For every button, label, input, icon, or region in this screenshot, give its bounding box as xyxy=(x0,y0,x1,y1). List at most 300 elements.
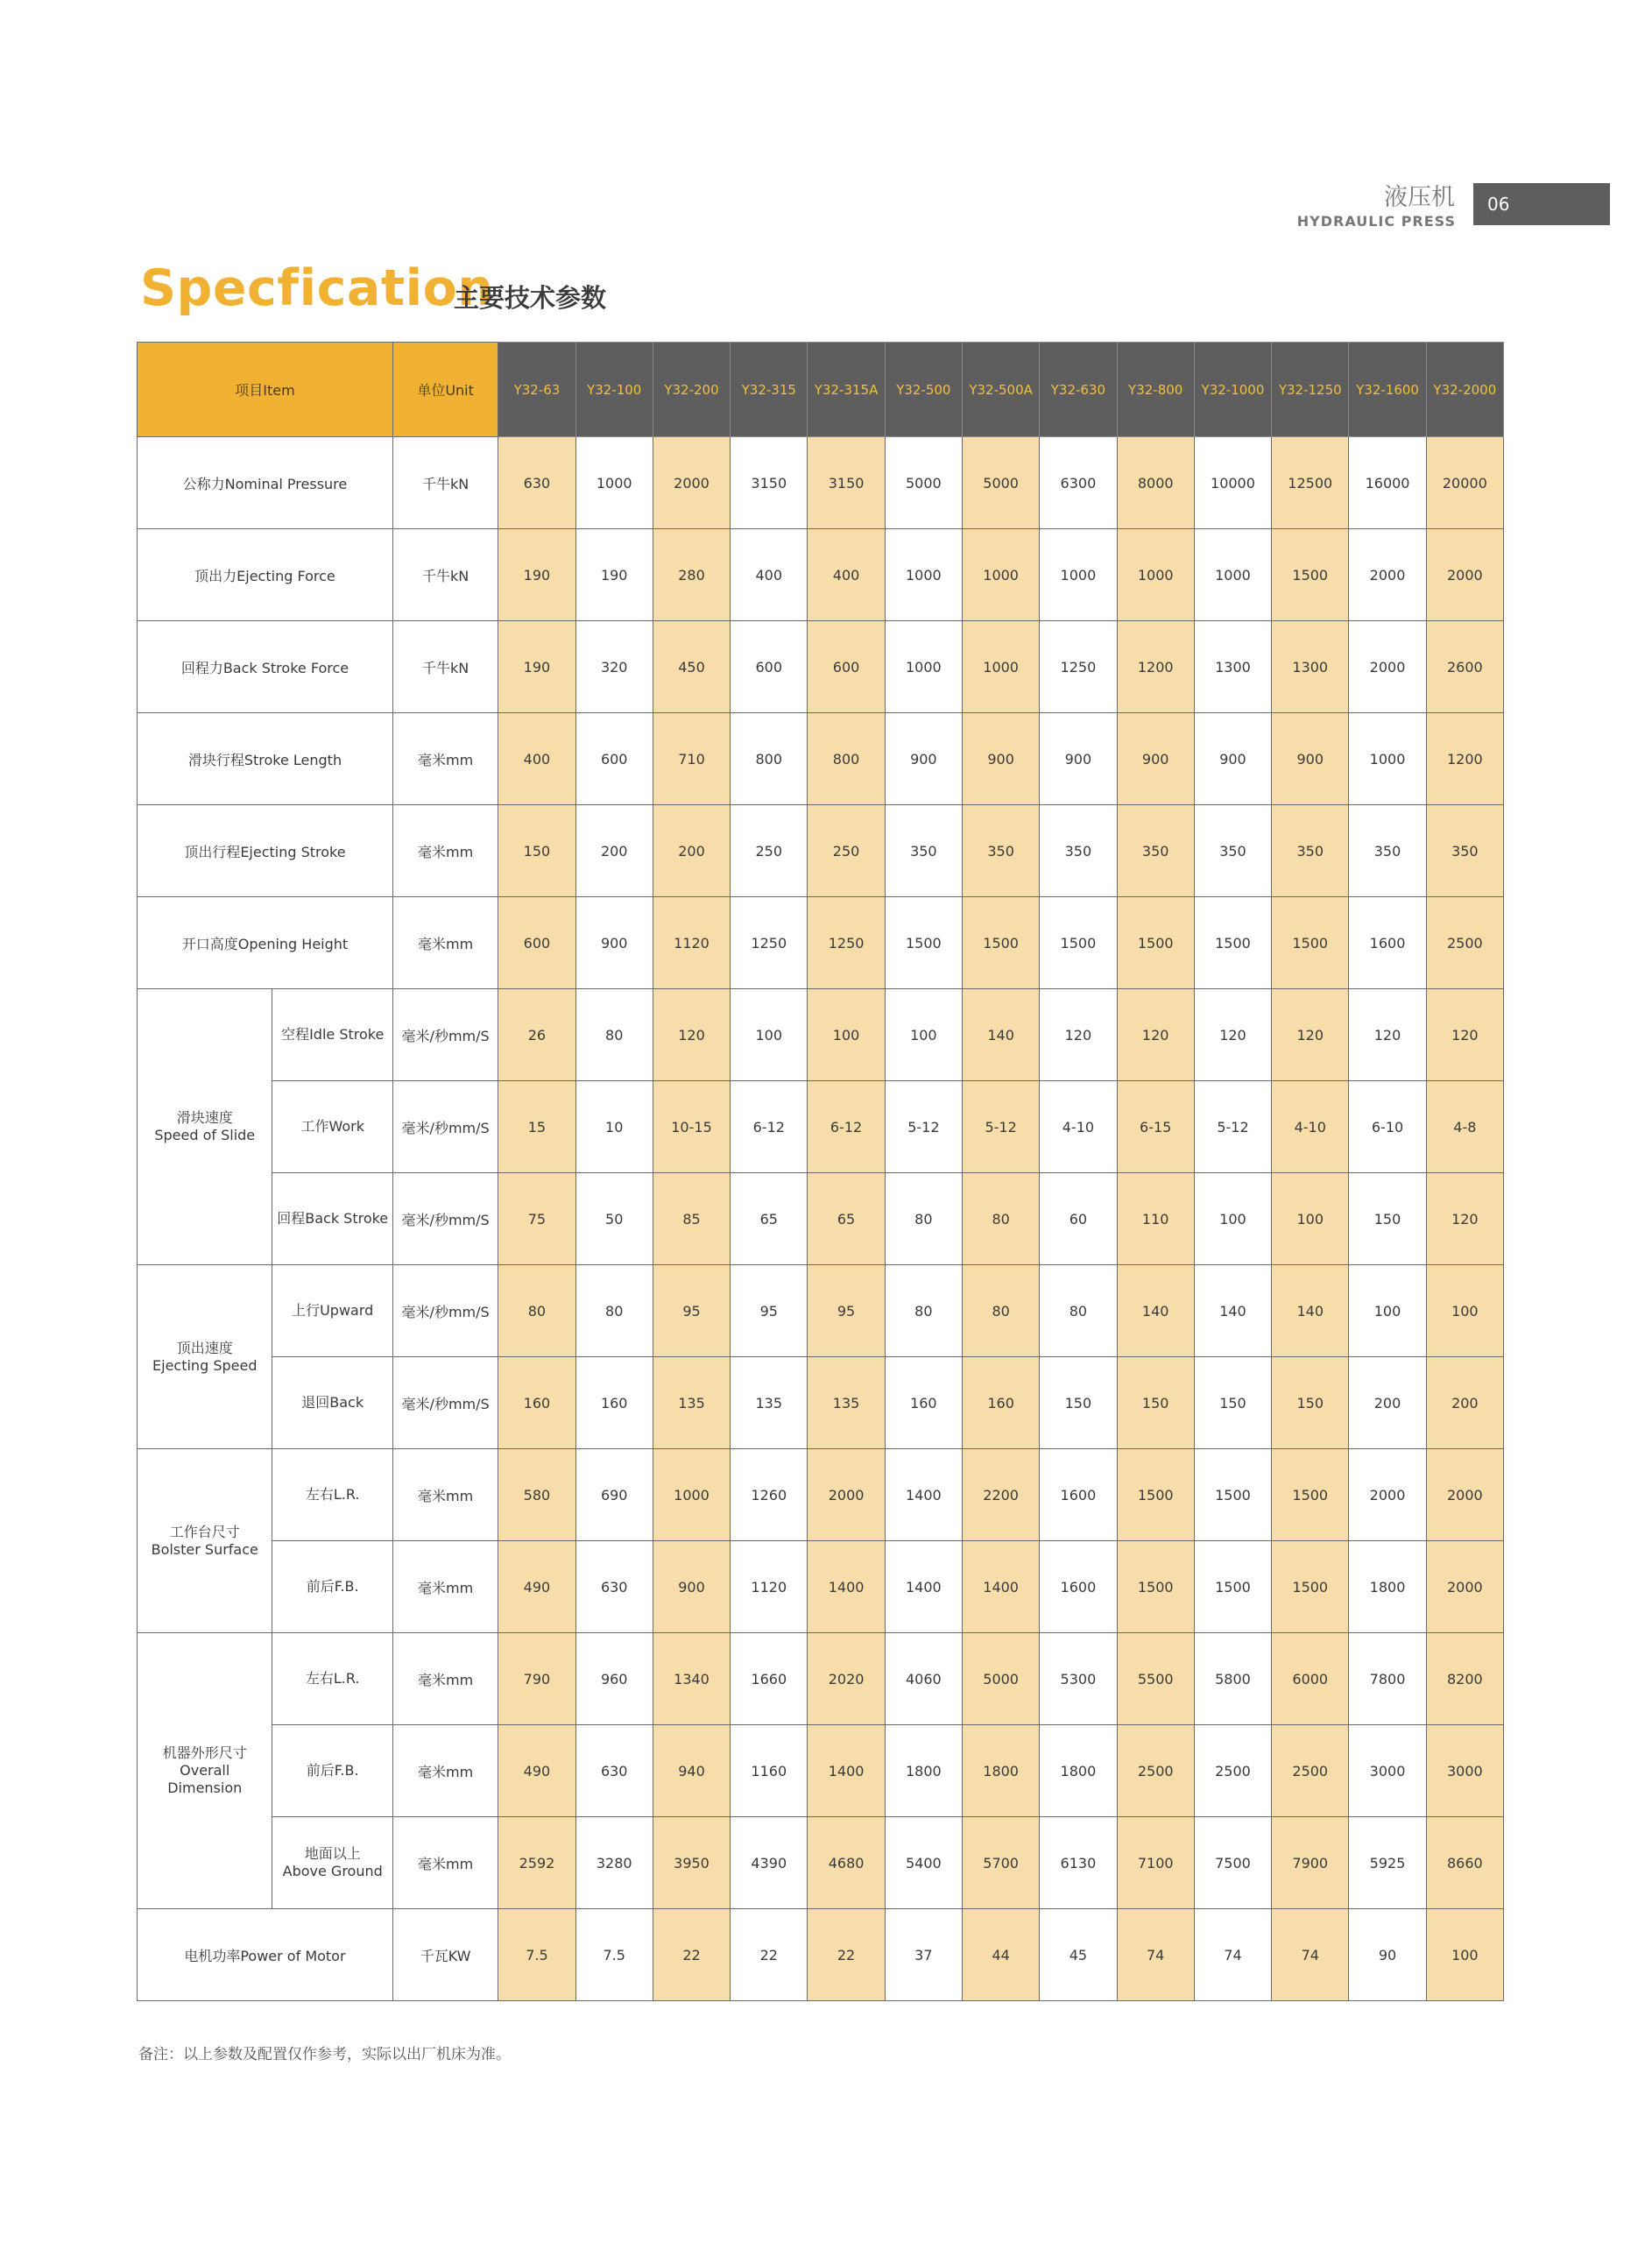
table-cell: 1500 xyxy=(1117,897,1194,989)
table-cell: 200 xyxy=(1349,1357,1426,1449)
row-sub-label: 前后F.B. xyxy=(272,1541,392,1633)
table-row xyxy=(138,1909,1504,2001)
table-cell: 1500 xyxy=(1272,529,1349,621)
table-cell: 1000 xyxy=(1117,529,1194,621)
table-cell: 100 xyxy=(731,989,808,1081)
table-cell: 135 xyxy=(653,1357,730,1449)
table-cell: 90 xyxy=(1349,1909,1426,2001)
row-sub-label: 上行Upward xyxy=(272,1265,392,1357)
table-cell: 80 xyxy=(575,989,653,1081)
table-cell: 160 xyxy=(962,1357,1039,1449)
table-cell: 1120 xyxy=(731,1541,808,1633)
table-cell: 80 xyxy=(962,1265,1039,1357)
row-group-label-en: Ejecting Speed xyxy=(152,1356,258,1374)
table-cell: 7100 xyxy=(1117,1817,1194,1909)
row-item-label: 开口高度Opening Height xyxy=(138,897,393,989)
table-cell: 120 xyxy=(1349,989,1426,1081)
table-cell: 1300 xyxy=(1272,621,1349,713)
table-cell: 2000 xyxy=(1426,529,1503,621)
table-cell: 1600 xyxy=(1349,897,1426,989)
table-cell: 2000 xyxy=(653,437,730,529)
row-unit: 千瓦KW xyxy=(392,1909,498,2001)
table-cell: 5500 xyxy=(1117,1633,1194,1725)
table-cell: 65 xyxy=(808,1173,885,1265)
table-cell: 490 xyxy=(498,1541,575,1633)
table-cell: 900 xyxy=(1194,713,1271,805)
table-cell: 10 xyxy=(575,1081,653,1173)
table-cell: 490 xyxy=(498,1725,575,1817)
table-cell: 280 xyxy=(653,529,730,621)
table-cell: 150 xyxy=(1040,1357,1117,1449)
row-sub-label: 回程Back Stroke xyxy=(272,1173,392,1265)
column-header-model: Y32-63 xyxy=(498,343,575,437)
table-cell: 900 xyxy=(885,713,962,805)
column-header-model: Y32-500A xyxy=(962,343,1039,437)
row-unit: 毫米mm xyxy=(392,1817,498,1909)
table-cell: 790 xyxy=(498,1633,575,1725)
table-cell: 5000 xyxy=(885,437,962,529)
table-cell: 1000 xyxy=(653,1449,730,1541)
page-number: 06 xyxy=(1473,183,1610,225)
table-cell: 190 xyxy=(498,529,575,621)
table-cell: 710 xyxy=(653,713,730,805)
table-cell: 100 xyxy=(1194,1173,1271,1265)
table-cell: 160 xyxy=(575,1357,653,1449)
row-sub-label-cn: 地面以上 xyxy=(304,1845,361,1862)
table-cell: 135 xyxy=(731,1357,808,1449)
table-cell: 1400 xyxy=(962,1541,1039,1633)
table-cell: 2000 xyxy=(1426,1541,1503,1633)
row-unit: 千牛kN xyxy=(392,437,498,529)
table-cell: 80 xyxy=(885,1265,962,1357)
table-cell: 120 xyxy=(1040,989,1117,1081)
column-header-model: Y32-200 xyxy=(653,343,730,437)
table-cell: 6-15 xyxy=(1117,1081,1194,1173)
table-cell: 6130 xyxy=(1040,1817,1117,1909)
table-cell: 85 xyxy=(653,1173,730,1265)
table-cell: 1120 xyxy=(653,897,730,989)
table-cell: 95 xyxy=(808,1265,885,1357)
row-group-label-cn: 滑块速度 xyxy=(176,1109,233,1126)
table-cell: 1260 xyxy=(731,1449,808,1541)
column-header-model: Y32-2000 xyxy=(1426,343,1503,437)
table-cell: 800 xyxy=(731,713,808,805)
table-cell: 22 xyxy=(731,1909,808,2001)
column-header-model: Y32-800 xyxy=(1117,343,1194,437)
table-cell: 150 xyxy=(1349,1173,1426,1265)
table-cell: 6-10 xyxy=(1349,1081,1426,1173)
table-row xyxy=(138,1357,1504,1449)
column-header-model: Y32-630 xyxy=(1040,343,1117,437)
table-row xyxy=(138,1541,1504,1633)
table-cell: 350 xyxy=(1272,805,1349,897)
row-unit: 毫米mm xyxy=(392,897,498,989)
table-cell: 1800 xyxy=(962,1725,1039,1817)
table-row xyxy=(138,437,1504,529)
table-row xyxy=(138,1265,1504,1357)
table-cell: 100 xyxy=(1426,1909,1503,2001)
column-header-item: 项目Item xyxy=(138,343,393,437)
row-unit: 毫米/秒mm/S xyxy=(392,1265,498,1357)
table-cell: 1200 xyxy=(1426,713,1503,805)
table-cell: 350 xyxy=(1426,805,1503,897)
table-cell: 400 xyxy=(808,529,885,621)
table-cell: 5000 xyxy=(962,437,1039,529)
table-cell: 3150 xyxy=(808,437,885,529)
table-cell: 900 xyxy=(575,897,653,989)
row-group-label xyxy=(138,1265,272,1449)
table-cell: 100 xyxy=(885,989,962,1081)
table-cell: 600 xyxy=(498,897,575,989)
row-unit: 毫米mm xyxy=(392,1633,498,1725)
table-cell: 95 xyxy=(653,1265,730,1357)
table-cell: 190 xyxy=(575,529,653,621)
table-cell: 2000 xyxy=(1349,1449,1426,1541)
table-cell: 75 xyxy=(498,1173,575,1265)
row-item-label: 顶出行程Ejecting Stroke xyxy=(138,805,393,897)
table-cell: 5000 xyxy=(962,1633,1039,1725)
table-cell: 7.5 xyxy=(498,1909,575,2001)
table-row xyxy=(138,1817,1504,1909)
row-sub-label: 左右L.R. xyxy=(272,1633,392,1725)
table-cell: 6300 xyxy=(1040,437,1117,529)
table-cell: 1600 xyxy=(1040,1449,1117,1541)
table-cell: 80 xyxy=(575,1265,653,1357)
row-unit: 毫米mm xyxy=(392,1541,498,1633)
table-cell: 900 xyxy=(1040,713,1117,805)
table-cell: 2020 xyxy=(808,1633,885,1725)
table-cell: 1500 xyxy=(1272,1449,1349,1541)
table-cell: 140 xyxy=(1272,1265,1349,1357)
table-cell: 120 xyxy=(653,989,730,1081)
table-cell: 100 xyxy=(1426,1265,1503,1357)
table-cell: 74 xyxy=(1117,1909,1194,2001)
row-sub-label: 前后F.B. xyxy=(272,1725,392,1817)
table-cell: 940 xyxy=(653,1725,730,1817)
table-cell: 4-10 xyxy=(1040,1081,1117,1173)
table-cell: 120 xyxy=(1426,989,1503,1081)
table-cell: 15 xyxy=(498,1081,575,1173)
table-cell: 7800 xyxy=(1349,1633,1426,1725)
table-cell: 12500 xyxy=(1272,437,1349,529)
table-cell: 200 xyxy=(575,805,653,897)
table-cell: 1500 xyxy=(1040,897,1117,989)
table-row xyxy=(138,621,1504,713)
table-cell: 6-12 xyxy=(808,1081,885,1173)
row-sub-label: 空程Idle Stroke xyxy=(272,989,392,1081)
column-header-model: Y32-315 xyxy=(731,343,808,437)
row-group-label-en: Bolster Surface xyxy=(151,1540,258,1558)
row-item-label: 顶出力Ejecting Force xyxy=(138,529,393,621)
table-cell: 5-12 xyxy=(962,1081,1039,1173)
table-cell: 1500 xyxy=(885,897,962,989)
row-unit: 毫米/秒mm/S xyxy=(392,1357,498,1449)
table-cell: 26 xyxy=(498,989,575,1081)
table-cell: 960 xyxy=(575,1633,653,1725)
table-header-row xyxy=(138,343,1504,437)
table-cell: 1500 xyxy=(1272,1541,1349,1633)
footnote: 备注：以上参数及配置仅作参考，实际以出厂机床为准。 xyxy=(138,2046,511,2063)
table-cell: 120 xyxy=(1194,989,1271,1081)
row-group-label-cn: 顶出速度 xyxy=(176,1339,233,1356)
row-sub-label: 退回Back xyxy=(272,1357,392,1449)
table-cell: 4390 xyxy=(731,1817,808,1909)
table-cell: 1600 xyxy=(1040,1541,1117,1633)
table-cell: 1400 xyxy=(808,1725,885,1817)
table-cell: 800 xyxy=(808,713,885,805)
table-row xyxy=(138,989,1504,1081)
table-cell: 160 xyxy=(885,1357,962,1449)
column-header-model: Y32-1000 xyxy=(1194,343,1271,437)
table-cell: 3000 xyxy=(1426,1725,1503,1817)
column-header-model: Y32-1600 xyxy=(1349,343,1426,437)
table-cell: 4-8 xyxy=(1426,1081,1503,1173)
row-unit: 毫米mm xyxy=(392,1449,498,1541)
row-unit: 毫米/秒mm/S xyxy=(392,989,498,1081)
row-sub-label xyxy=(272,1817,392,1909)
table-cell: 1660 xyxy=(731,1633,808,1725)
table-cell: 110 xyxy=(1117,1173,1194,1265)
table-cell: 1200 xyxy=(1117,621,1194,713)
row-unit: 毫米mm xyxy=(392,1725,498,1817)
table-row xyxy=(138,1081,1504,1173)
table-cell: 5-12 xyxy=(885,1081,962,1173)
table-cell: 1000 xyxy=(962,621,1039,713)
row-item-label: 公称力Nominal Pressure xyxy=(138,437,393,529)
table-cell: 630 xyxy=(575,1725,653,1817)
table-cell: 200 xyxy=(653,805,730,897)
table-cell: 1000 xyxy=(1194,529,1271,621)
table-cell: 1000 xyxy=(1349,713,1426,805)
page-title: Specfication xyxy=(140,259,494,317)
table-cell: 7500 xyxy=(1194,1817,1271,1909)
table-cell: 250 xyxy=(808,805,885,897)
table-cell: 350 xyxy=(962,805,1039,897)
table-cell: 1160 xyxy=(731,1725,808,1817)
table-cell: 400 xyxy=(731,529,808,621)
table-cell: 140 xyxy=(1117,1265,1194,1357)
table-cell: 5925 xyxy=(1349,1817,1426,1909)
table-cell: 1400 xyxy=(885,1449,962,1541)
table-row xyxy=(138,897,1504,989)
table-cell: 4680 xyxy=(808,1817,885,1909)
table-cell: 350 xyxy=(1040,805,1117,897)
table-cell: 1300 xyxy=(1194,621,1271,713)
table-cell: 80 xyxy=(498,1265,575,1357)
table-cell: 1500 xyxy=(1117,1541,1194,1633)
table-cell: 10-15 xyxy=(653,1081,730,1173)
table-cell: 6000 xyxy=(1272,1633,1349,1725)
table-cell: 4-10 xyxy=(1272,1081,1349,1173)
table-cell: 1000 xyxy=(1040,529,1117,621)
row-sub-label-en: Above Ground xyxy=(282,1863,383,1879)
table-cell: 3950 xyxy=(653,1817,730,1909)
table-cell: 1000 xyxy=(885,621,962,713)
table-cell: 80 xyxy=(885,1173,962,1265)
table-cell: 2000 xyxy=(808,1449,885,1541)
table-cell: 65 xyxy=(731,1173,808,1265)
table-cell: 5800 xyxy=(1194,1633,1271,1725)
table-cell: 900 xyxy=(962,713,1039,805)
table-cell: 1250 xyxy=(1040,621,1117,713)
table-cell: 80 xyxy=(1040,1265,1117,1357)
table-cell: 8660 xyxy=(1426,1817,1503,1909)
row-group-label xyxy=(138,989,272,1265)
table-cell: 1000 xyxy=(575,437,653,529)
row-group-label xyxy=(138,1633,272,1909)
table-cell: 600 xyxy=(808,621,885,713)
row-unit: 千牛kN xyxy=(392,529,498,621)
column-header-model: Y32-100 xyxy=(575,343,653,437)
table-cell: 2200 xyxy=(962,1449,1039,1541)
table-cell: 8000 xyxy=(1117,437,1194,529)
header-title-en: HYDRAULIC PRESS xyxy=(1296,213,1456,230)
table-cell: 100 xyxy=(1272,1173,1349,1265)
spec-table xyxy=(137,342,1504,2001)
table-row xyxy=(138,1725,1504,1817)
table-row xyxy=(138,805,1504,897)
row-item-label: 电机功率Power of Motor xyxy=(138,1909,393,2001)
column-header-model: Y32-500 xyxy=(885,343,962,437)
row-group-label-en: Speed of Slide xyxy=(154,1127,256,1143)
table-cell: 400 xyxy=(498,713,575,805)
column-header-model: Y32-315A xyxy=(808,343,885,437)
table-cell: 1800 xyxy=(885,1725,962,1817)
table-cell: 74 xyxy=(1194,1909,1271,2001)
table-cell: 900 xyxy=(1272,713,1349,805)
table-cell: 22 xyxy=(653,1909,730,2001)
table-cell: 60 xyxy=(1040,1173,1117,1265)
table-cell: 690 xyxy=(575,1449,653,1541)
table-cell: 150 xyxy=(498,805,575,897)
table-cell: 4060 xyxy=(885,1633,962,1725)
table-cell: 580 xyxy=(498,1449,575,1541)
row-unit: 毫米/秒mm/S xyxy=(392,1173,498,1265)
table-cell: 95 xyxy=(731,1265,808,1357)
table-row xyxy=(138,713,1504,805)
row-group-label-cn: 工作台尺寸 xyxy=(169,1523,240,1540)
table-cell: 140 xyxy=(1194,1265,1271,1357)
row-item-label: 滑块行程Stroke Length xyxy=(138,713,393,805)
table-cell: 2000 xyxy=(1349,621,1426,713)
table-cell: 135 xyxy=(808,1357,885,1449)
table-cell: 6-12 xyxy=(731,1081,808,1173)
row-group-label-cn: 机器外形尺寸 Overall xyxy=(162,1744,247,1779)
table-cell: 1000 xyxy=(962,529,1039,621)
table-cell: 350 xyxy=(1349,805,1426,897)
table-cell: 2500 xyxy=(1426,897,1503,989)
row-unit: 千牛kN xyxy=(392,621,498,713)
row-group-label xyxy=(138,1449,272,1633)
table-cell: 120 xyxy=(1426,1173,1503,1265)
table-cell: 600 xyxy=(731,621,808,713)
table-cell: 3280 xyxy=(575,1817,653,1909)
table-cell: 22 xyxy=(808,1909,885,2001)
table-cell: 45 xyxy=(1040,1909,1117,2001)
table-cell: 1500 xyxy=(1194,1541,1271,1633)
table-cell: 5700 xyxy=(962,1817,1039,1909)
table-cell: 600 xyxy=(575,713,653,805)
table-cell: 630 xyxy=(498,437,575,529)
table-cell: 20000 xyxy=(1426,437,1503,529)
table-cell: 1500 xyxy=(1117,1449,1194,1541)
table-cell: 3000 xyxy=(1349,1725,1426,1817)
table-cell: 250 xyxy=(731,805,808,897)
table-cell: 1250 xyxy=(731,897,808,989)
table-cell: 1800 xyxy=(1040,1725,1117,1817)
table-row xyxy=(138,1633,1504,1725)
table-cell: 8200 xyxy=(1426,1633,1503,1725)
table-cell: 16000 xyxy=(1349,437,1426,529)
page-subtitle: 主要技术参数 xyxy=(454,283,607,313)
table-cell: 450 xyxy=(653,621,730,713)
table-cell: 900 xyxy=(1117,713,1194,805)
table-cell: 1340 xyxy=(653,1633,730,1725)
table-cell: 1500 xyxy=(1272,897,1349,989)
table-cell: 150 xyxy=(1194,1357,1271,1449)
table-row xyxy=(138,1173,1504,1265)
table-cell: 100 xyxy=(1349,1265,1426,1357)
table-cell: 2500 xyxy=(1194,1725,1271,1817)
row-unit: 毫米/秒mm/S xyxy=(392,1081,498,1173)
table-cell: 2000 xyxy=(1426,1449,1503,1541)
table-cell: 900 xyxy=(653,1541,730,1633)
table-cell: 37 xyxy=(885,1909,962,2001)
table-cell: 120 xyxy=(1117,989,1194,1081)
table-cell: 80 xyxy=(962,1173,1039,1265)
table-cell: 350 xyxy=(1117,805,1194,897)
table-cell: 2600 xyxy=(1426,621,1503,713)
column-header-unit: 单位Unit xyxy=(392,343,498,437)
table-cell: 2000 xyxy=(1349,529,1426,621)
row-sub-label: 工作Work xyxy=(272,1081,392,1173)
table-cell: 150 xyxy=(1272,1357,1349,1449)
table-cell: 1250 xyxy=(808,897,885,989)
table-cell: 44 xyxy=(962,1909,1039,2001)
table-cell: 10000 xyxy=(1194,437,1271,529)
table-cell: 140 xyxy=(962,989,1039,1081)
row-unit: 毫米mm xyxy=(392,713,498,805)
table-cell: 1500 xyxy=(1194,1449,1271,1541)
table-row xyxy=(138,1449,1504,1541)
table-cell: 50 xyxy=(575,1173,653,1265)
table-cell: 150 xyxy=(1117,1357,1194,1449)
table-row xyxy=(138,529,1504,621)
table-cell: 160 xyxy=(498,1357,575,1449)
table-cell: 350 xyxy=(885,805,962,897)
table-cell: 1500 xyxy=(1194,897,1271,989)
row-sub-label: 左右L.R. xyxy=(272,1449,392,1541)
table-cell: 74 xyxy=(1272,1909,1349,2001)
table-cell: 630 xyxy=(575,1541,653,1633)
row-unit: 毫米mm xyxy=(392,805,498,897)
table-cell: 3150 xyxy=(731,437,808,529)
table-cell: 5-12 xyxy=(1194,1081,1271,1173)
table-cell: 2500 xyxy=(1117,1725,1194,1817)
table-cell: 5400 xyxy=(885,1817,962,1909)
table-cell: 200 xyxy=(1426,1357,1503,1449)
table-cell: 7900 xyxy=(1272,1817,1349,1909)
table-cell: 5300 xyxy=(1040,1633,1117,1725)
table-cell: 320 xyxy=(575,621,653,713)
table-cell: 1500 xyxy=(962,897,1039,989)
column-header-model: Y32-1250 xyxy=(1272,343,1349,437)
table-cell: 190 xyxy=(498,621,575,713)
table-cell: 1400 xyxy=(885,1541,962,1633)
table-cell: 1400 xyxy=(808,1541,885,1633)
table-cell: 1800 xyxy=(1349,1541,1426,1633)
table-cell: 2500 xyxy=(1272,1725,1349,1817)
